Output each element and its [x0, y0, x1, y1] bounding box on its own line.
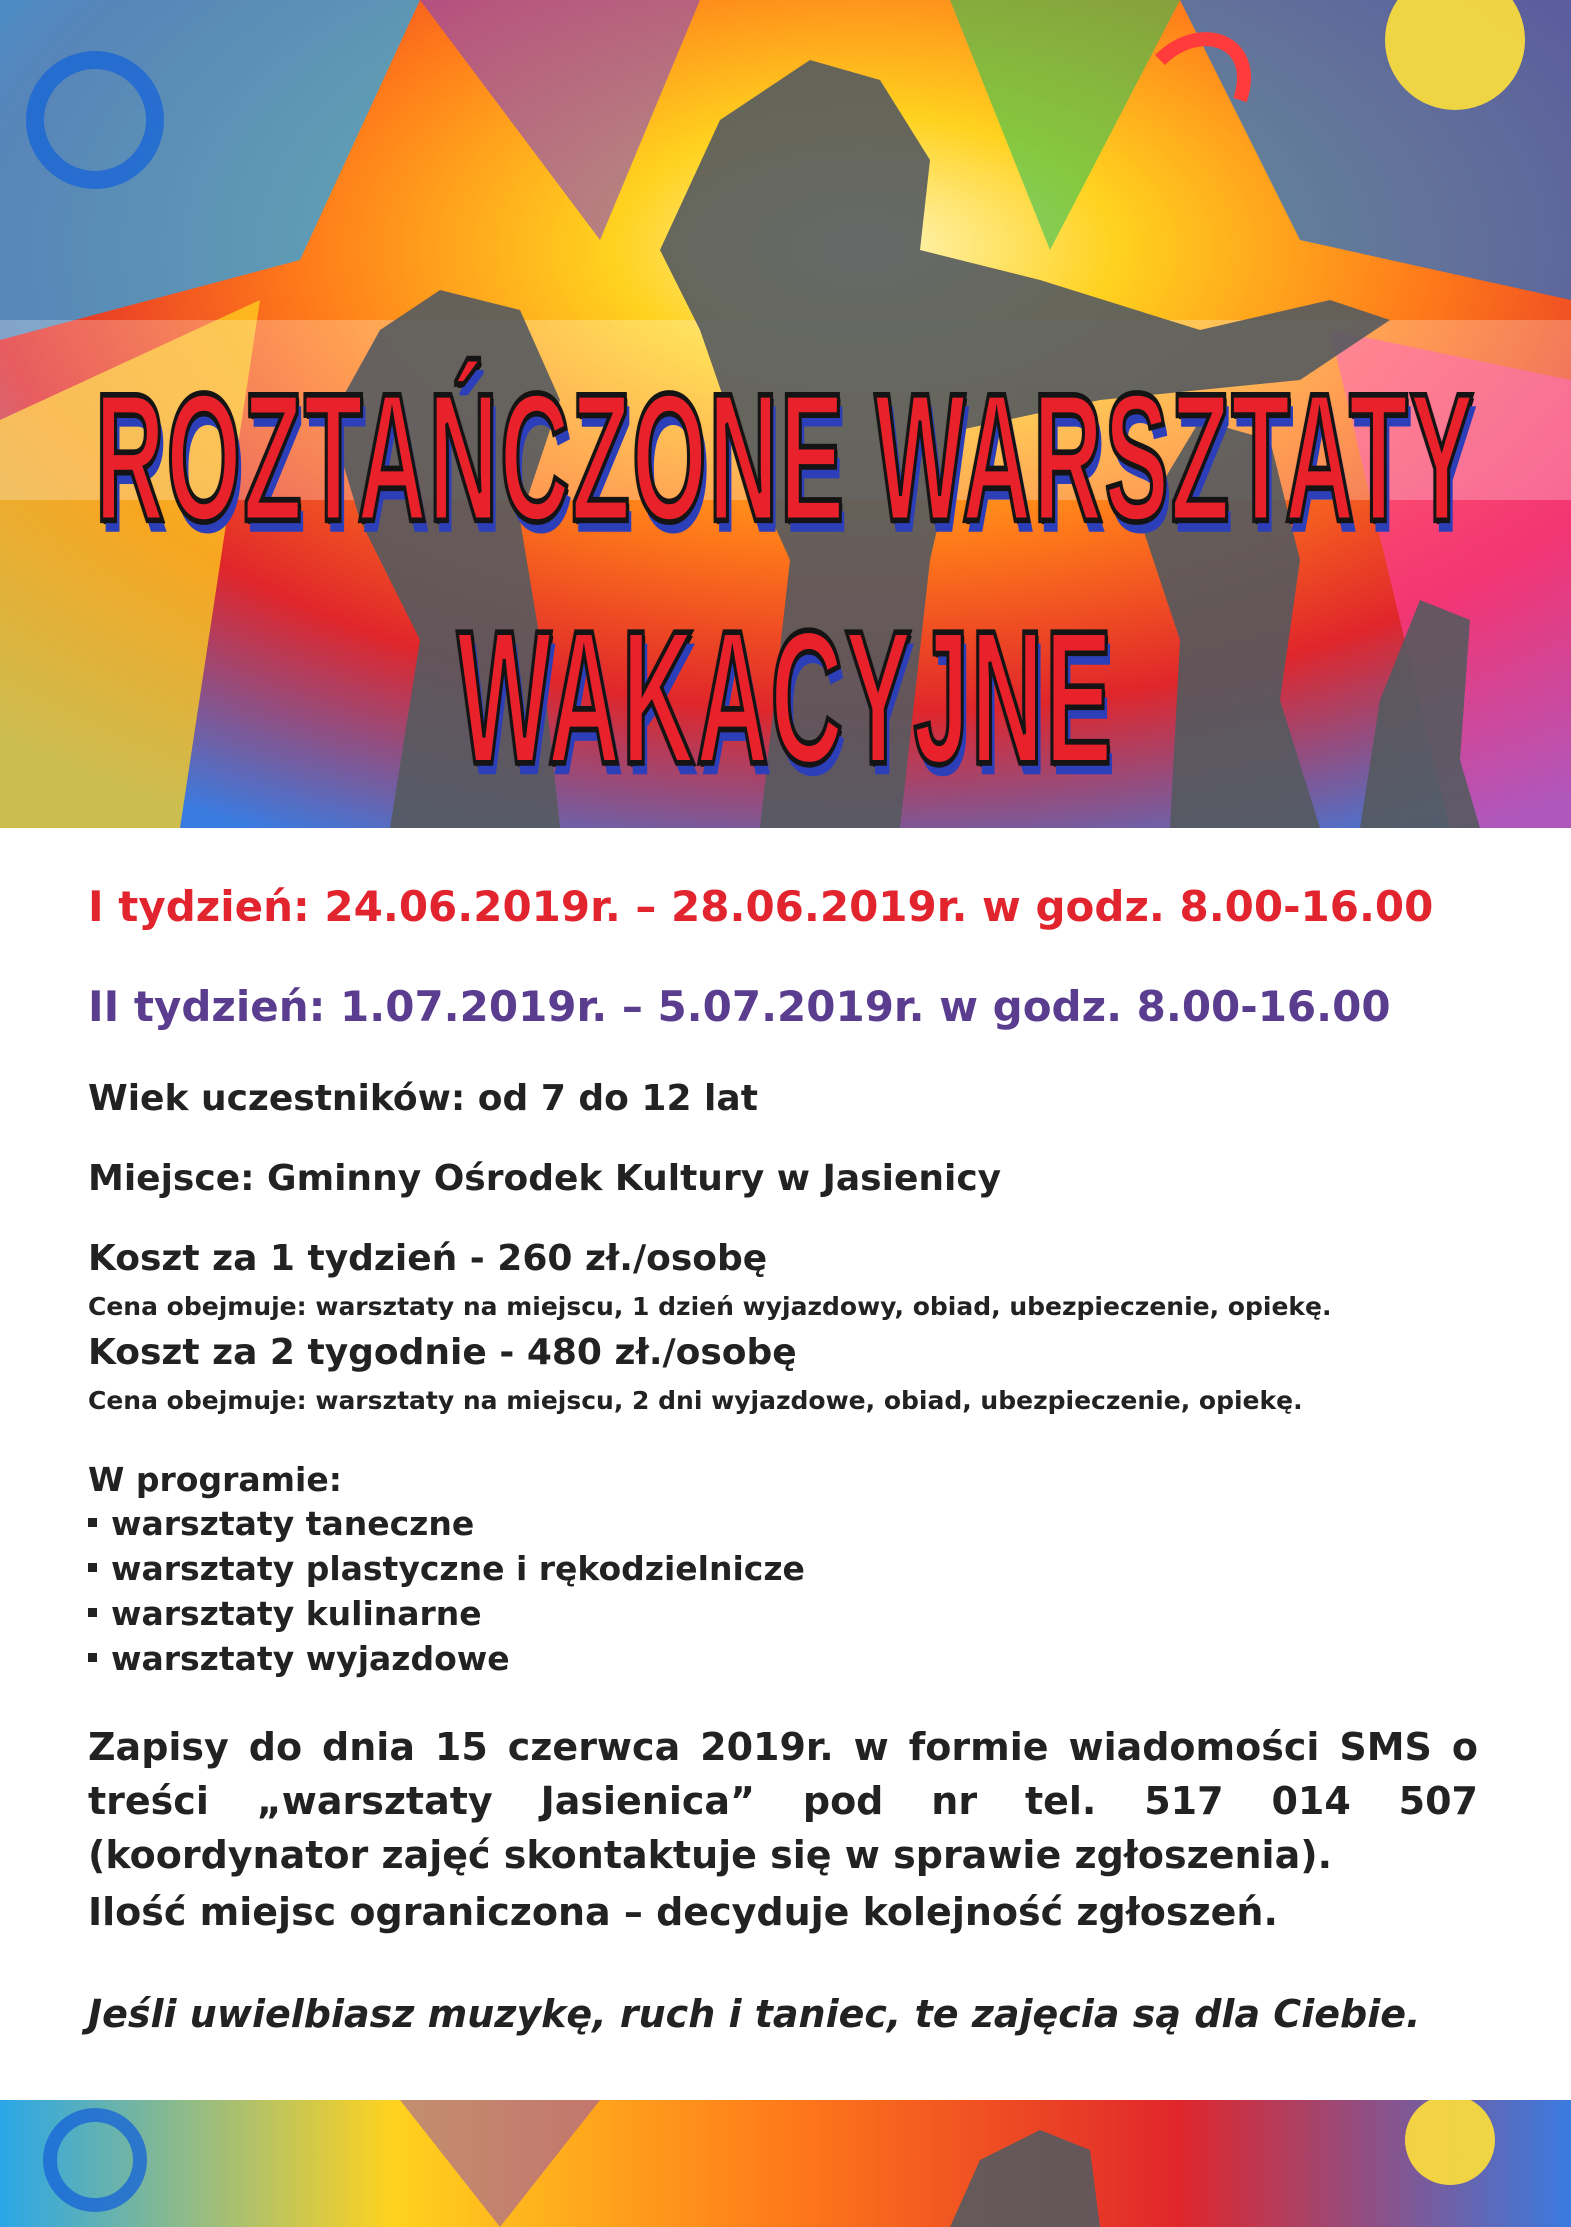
program-item-label: warsztaty taneczne: [111, 1504, 475, 1543]
program-item: [88, 1639, 805, 1684]
program-list: [88, 1504, 805, 1684]
bullet-icon: [88, 1653, 97, 1662]
footer-artwork: [0, 2100, 1571, 2227]
program-item-label: warsztaty wyjazdowe: [111, 1639, 510, 1678]
program-item: [88, 1504, 805, 1549]
cost-two-weeks: Koszt za 2 tygodnie - 480 zł./osobę: [88, 1332, 797, 1373]
program-item-label: warsztaty kulinarne: [111, 1594, 482, 1633]
week-1-dates: I tydzień: 24.06.2019r. – 28.06.2019r. w godz. 8.00-16.00: [88, 882, 1434, 931]
cost-one-week: Koszt za 1 tydzień - 260 zł./osobę: [88, 1238, 768, 1279]
venue: Miejsce: Gminny Ośrodek Kultury w Jasienicy: [88, 1158, 1002, 1199]
bullet-icon: [88, 1608, 97, 1617]
title-line-2: WAKACYJNE: [457, 591, 1114, 805]
bullet-icon: [88, 1518, 97, 1527]
week-2-dates: II tydzień: 1.07.2019r. – 5.07.2019r. w godz. 8.00-16.00: [88, 982, 1391, 1031]
price-includes-one-week: Cena obejmuje: warsztaty na miejscu, 1 dzień wyjazdowy, obiad, ubezpieczenie, opiekę.: [88, 1292, 1332, 1321]
price-includes-two-weeks: Cena obejmuje: warsztaty na miejscu, 2 dni wyjazdowe, obiad, ubezpieczenie, opiekę.: [88, 1386, 1303, 1415]
bullet-icon: [88, 1563, 97, 1572]
limited-places: Ilość miejsc ograniczona – decyduje kolejność zgłoszeń.: [88, 1890, 1278, 1934]
banner-artwork: [0, 0, 1571, 828]
signup-info: Zapisy do dnia 15 czerwca 2019r. w formie wiadomości SMS o treści „warsztaty Jasienica” pod nr tel. 517 014 507 (koordynator zajęć skontaktuje się w sprawie zgłoszenia).: [88, 1725, 1478, 1877]
title-line-1: ROZTAŃCZONE WARSZTATY: [95, 356, 1476, 561]
participant-age: Wiek uczestników: od 7 do 12 lat: [88, 1078, 758, 1119]
motto: Jeśli uwielbiasz muzykę, ruch i taniec, te zajęcia są dla Ciebie.: [88, 1992, 1421, 2036]
program-item: [88, 1549, 805, 1594]
program-item: [88, 1594, 805, 1639]
program-heading: W programie:: [88, 1460, 342, 1499]
program-item-label: warsztaty plastyczne i rękodzielnicze: [111, 1549, 805, 1588]
footer-paint-splash: [0, 2100, 1571, 2227]
